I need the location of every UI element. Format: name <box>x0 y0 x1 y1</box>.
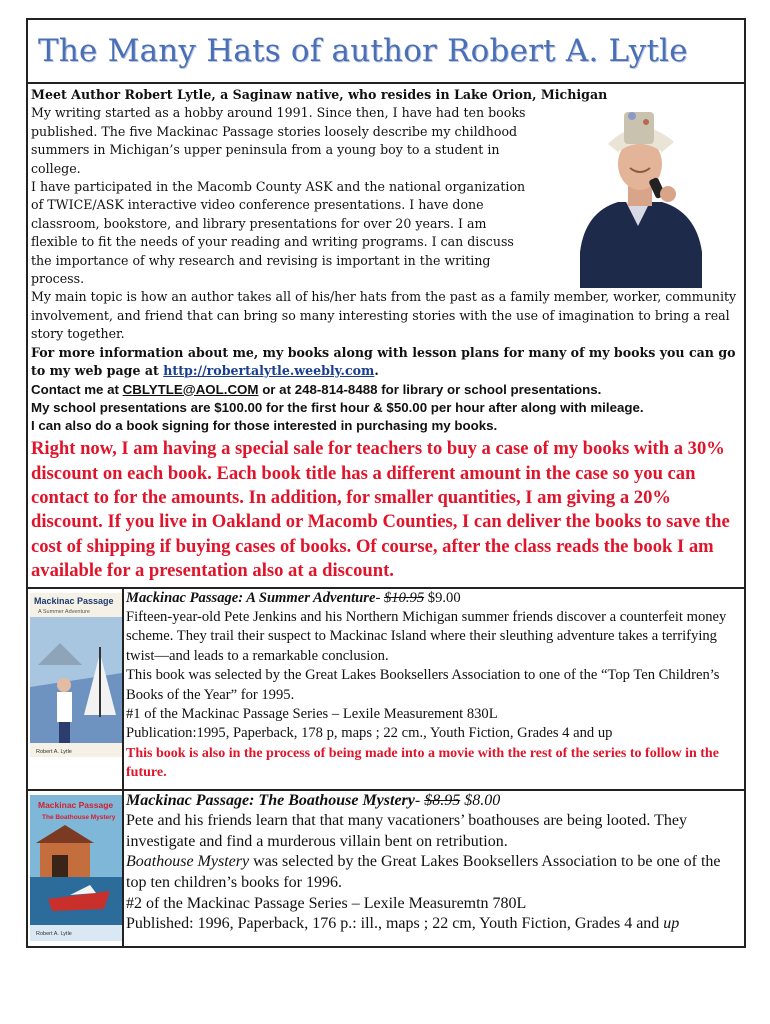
cover-2-author: Robert A. Lytle <box>36 930 72 937</box>
more-info-text: For more information about me, my books along with lesson plans for many of my books you can go to my web page at http://robertalytle.weebly.com. <box>31 344 736 379</box>
flyer-page <box>26 18 746 948</box>
cover-1-subtitle: A Summer Adventure <box>38 608 90 615</box>
author-photo <box>540 102 738 288</box>
intro-section <box>28 84 744 587</box>
book-details <box>124 589 744 789</box>
new-price: $8.00 <box>464 791 501 809</box>
contact-suffix: or at 248-814-8488 for library or school presentations. <box>262 381 602 397</box>
book-publication: Published: 1996, Paperback, 176 p.: ill., maps ; 22 cm, Youth Fiction, Grades 4 and up <box>126 915 680 933</box>
book-publication: Publication:1995, Paperback, 178 p, maps ; 22 cm., Youth Fiction, Grades 4 and up <box>126 725 613 742</box>
title-bar <box>28 20 744 84</box>
cover-1-author: Robert A. Lytle <box>36 748 72 755</box>
book-cover-1 <box>30 593 122 757</box>
intro-paragraph-2: I have participated in the Macomb County ASK and the national organization of TWICE/ASK interactive video conference presentations. I have done classroom, bookstore, and library presentations for over 20 years. I am flexible to fit the needs of your reading and writing programs. I can discuss the importance of why research and revising is important in the writing process. <box>31 179 526 287</box>
cover-2-title: Mackinac Passage <box>38 799 114 810</box>
book-cover-cell <box>28 791 124 946</box>
old-price: $8.95 <box>424 791 461 809</box>
book-award <box>126 852 740 893</box>
sale-announcement: Right now, I am having a special sale for teachers to buy a case of my books with a 30% discount on each book. Each book title has a different amount in the case so you can contact to for the amounts. In addition, for smaller quantities, I am giving a 20% discount. If you live in Oakland or Macomb Counties, I can deliver the books to save the cost of shipping if buying cases of books. Of course, after the class reads the book I am available for a presentation also at a discount. <box>31 438 730 582</box>
cover-2-subtitle: The Boathouse Mystery <box>42 813 116 821</box>
book-heading: Mackinac Passage: The Boathouse Mystery- $8.95 $8.00 <box>126 791 501 809</box>
website-link[interactable]: http://robertalytle.weebly.com <box>163 363 375 379</box>
book-award: This book was selected by the Great Lakes Booksellers Association to one of the “Top Ten Children’s Books of the Year” for 1995. <box>126 667 720 703</box>
book-title: Mackinac Passage: The Boathouse Mystery <box>126 791 415 809</box>
cover-1-title: Mackinac Passage <box>34 595 114 606</box>
book-cover-2 <box>30 795 122 941</box>
new-price: $9.00 <box>427 589 461 606</box>
more-info-label: For more information about me, my books along with lesson plans for many of my books you can go to my web page at <box>31 344 736 379</box>
intro-paragraph-1: My writing started as a hobby around 1991. Since then, I have had ten books published. The five Mackinac Passage stories loosely describe my childhood summers in Michigan’s upper peninsula from a young boy to a student in college. <box>31 105 526 176</box>
old-price: $10.95 <box>383 589 425 606</box>
page-title: The Many Hats of author Robert A. Lytle <box>38 33 688 69</box>
award-book-name: Boathouse Mystery <box>126 853 250 871</box>
award-text: was selected by the Great Lakes Booksellers Association to be one of the top ten children’s books for 1996. <box>126 853 721 891</box>
fees-line: My school presentations are $100.00 for the first hour & $50.00 per hour after along with mileage. <box>31 399 644 415</box>
contact-line <box>31 381 741 399</box>
book-row <box>28 589 744 791</box>
book-title: Mackinac Passage: A Summer Adventure <box>126 589 376 606</box>
contact-prefix: Contact me at <box>31 381 119 397</box>
movie-note: This book is also in the process of being made into a movie with the rest of the series to follow in the future. <box>126 745 719 781</box>
book-description: Pete and his friends learn that that many vacationers’ boathouses are being looted. They investigate and find a murderous villain bent on retribution. <box>126 812 688 850</box>
book-row <box>28 791 744 946</box>
book-heading: Mackinac Passage: A Summer Adventure- $10.95 $9.00 <box>126 589 461 606</box>
signing-line: I can also do a book signing for those interested in purchasing my books. <box>31 417 498 433</box>
book-list <box>28 587 744 946</box>
intro-paragraph-3: My main topic is how an author takes all of his/her hats from the past as a family member, worker, community involvement, and friend that can bring so many interesting stories with the use of imagination to bring a real story together. <box>31 289 737 342</box>
book-series: #2 of the Mackinac Passage Series – Lexile Measuremtn 780L <box>126 894 527 912</box>
book-cover-cell <box>28 589 124 789</box>
book-description: Fifteen-year-old Pete Jenkins and his Northern Michigan summer friends discover a counterfeit money scheme. They trail their suspect to Mackinac Island where their sleuthing adventure takes a terrifying twist—and leads to a remarkable conclusion. <box>126 608 727 664</box>
book-series: #1 of the Mackinac Passage Series – Lexile Measurement 830L <box>126 705 498 722</box>
intro-heading: Meet Author Robert Lytle, a Saginaw native, who resides in Lake Orion, Michigan <box>31 87 608 102</box>
book-details <box>124 791 744 946</box>
email-link[interactable]: CBLYTLE@AOL.COM <box>122 381 259 397</box>
